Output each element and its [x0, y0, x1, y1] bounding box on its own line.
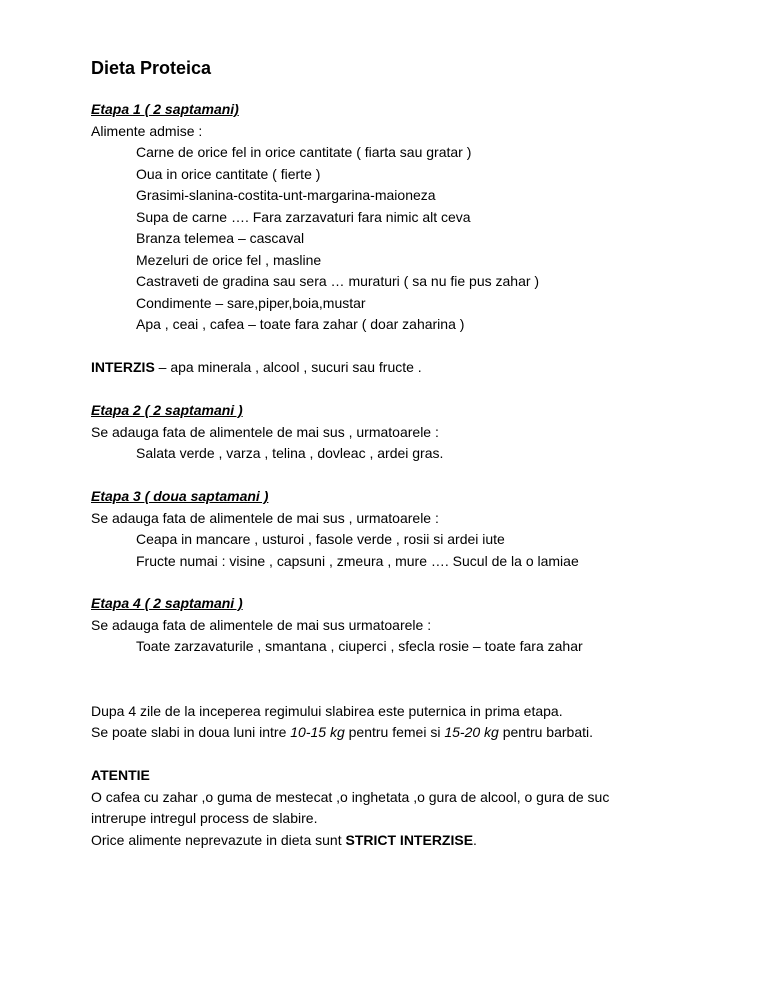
etapa4-item: Toate zarzavaturile , smantana , ciuperci , sfecla rosie – toate fara zahar	[136, 638, 583, 654]
result-line-2	[91, 723, 593, 741]
etapa2-heading: Etapa 2 ( 2 saptamani )	[91, 402, 243, 418]
atentie-line-2: intrerupe intregul process de slabire.	[91, 810, 318, 826]
etapa3-intro: Se adauga fata de alimentele de mai sus , urmatoarele :	[91, 510, 439, 526]
etapa1-item: Mezeluri de orice fel , masline	[136, 252, 322, 268]
etapa1-item: Oua in orice cantitate ( fierte )	[136, 166, 321, 182]
etapa2-item: Salata verde , varza , telina , dovleac , ardei gras.	[136, 445, 444, 461]
result-text: Se poate slabi in doua luni intre	[91, 724, 291, 740]
atentie-line-1: O cafea cu zahar ,o guma de mestecat ,o inghetata ,o gura de alcool, o gura de suc	[91, 789, 610, 805]
etapa3-heading: Etapa 3 ( doua saptamani )	[91, 488, 269, 504]
etapa4-heading: Etapa 4 ( 2 saptamani )	[91, 595, 243, 611]
etapa4-intro: Se adauga fata de alimentele de mai sus urmatoarele :	[91, 617, 432, 633]
etapa1-item: Apa , ceai , cafea – toate fara zahar ( doar zaharina )	[136, 316, 465, 332]
atentie-text: Orice alimente neprevazute in dieta sunt	[91, 832, 346, 848]
interzis-label: INTERZIS	[91, 359, 155, 375]
result-text: pentru femei si	[344, 724, 445, 740]
result-women-range: 10-15 kg	[290, 724, 345, 740]
atentie-text: .	[473, 832, 477, 848]
atentie-line-3	[91, 831, 477, 849]
document-title: Dieta Proteica	[91, 58, 212, 78]
etapa2-intro: Se adauga fata de alimentele de mai sus , urmatoarele :	[91, 424, 439, 440]
strict-interzise: STRICT INTERZISE	[345, 832, 474, 848]
atentie-heading	[91, 766, 150, 784]
etapa3-item: Ceapa in mancare , usturoi , fasole verde , rosii si ardei iute	[136, 531, 505, 547]
etapa1-item: Supa de carne …. Fara zarzavaturi fara nimic alt ceva	[136, 209, 471, 225]
interzis-text: – apa minerala , alcool , sucuri sau fructe .	[154, 359, 422, 375]
result-line-1: Dupa 4 zile de la inceperea regimului slabirea este puternica in prima etapa.	[91, 703, 563, 719]
etapa1-heading: Etapa 1 ( 2 saptamani)	[91, 101, 239, 117]
result-text: pentru barbati.	[498, 724, 593, 740]
etapa1-item: Grasimi-slanina-costita-unt-margarina-maioneza	[136, 187, 436, 203]
interzis-line	[91, 358, 422, 376]
etapa3-item: Fructe numai : visine , capsuni , zmeura , mure …. Sucul de la o lamiae	[136, 553, 579, 569]
etapa1-item: Carne de orice fel in orice cantitate ( fiarta sau gratar )	[136, 144, 472, 160]
atentie-label: ATENTIE	[91, 767, 150, 783]
result-men-range: 15-20 kg	[444, 724, 499, 740]
etapa1-item: Castraveti de gradina sau sera … muraturi ( sa nu fie pus zahar )	[136, 273, 540, 289]
etapa1-item: Condimente – sare,piper,boia,mustar	[136, 295, 366, 311]
etapa1-item: Branza telemea – cascaval	[136, 230, 305, 246]
etapa1-intro: Alimente admise :	[91, 123, 203, 139]
